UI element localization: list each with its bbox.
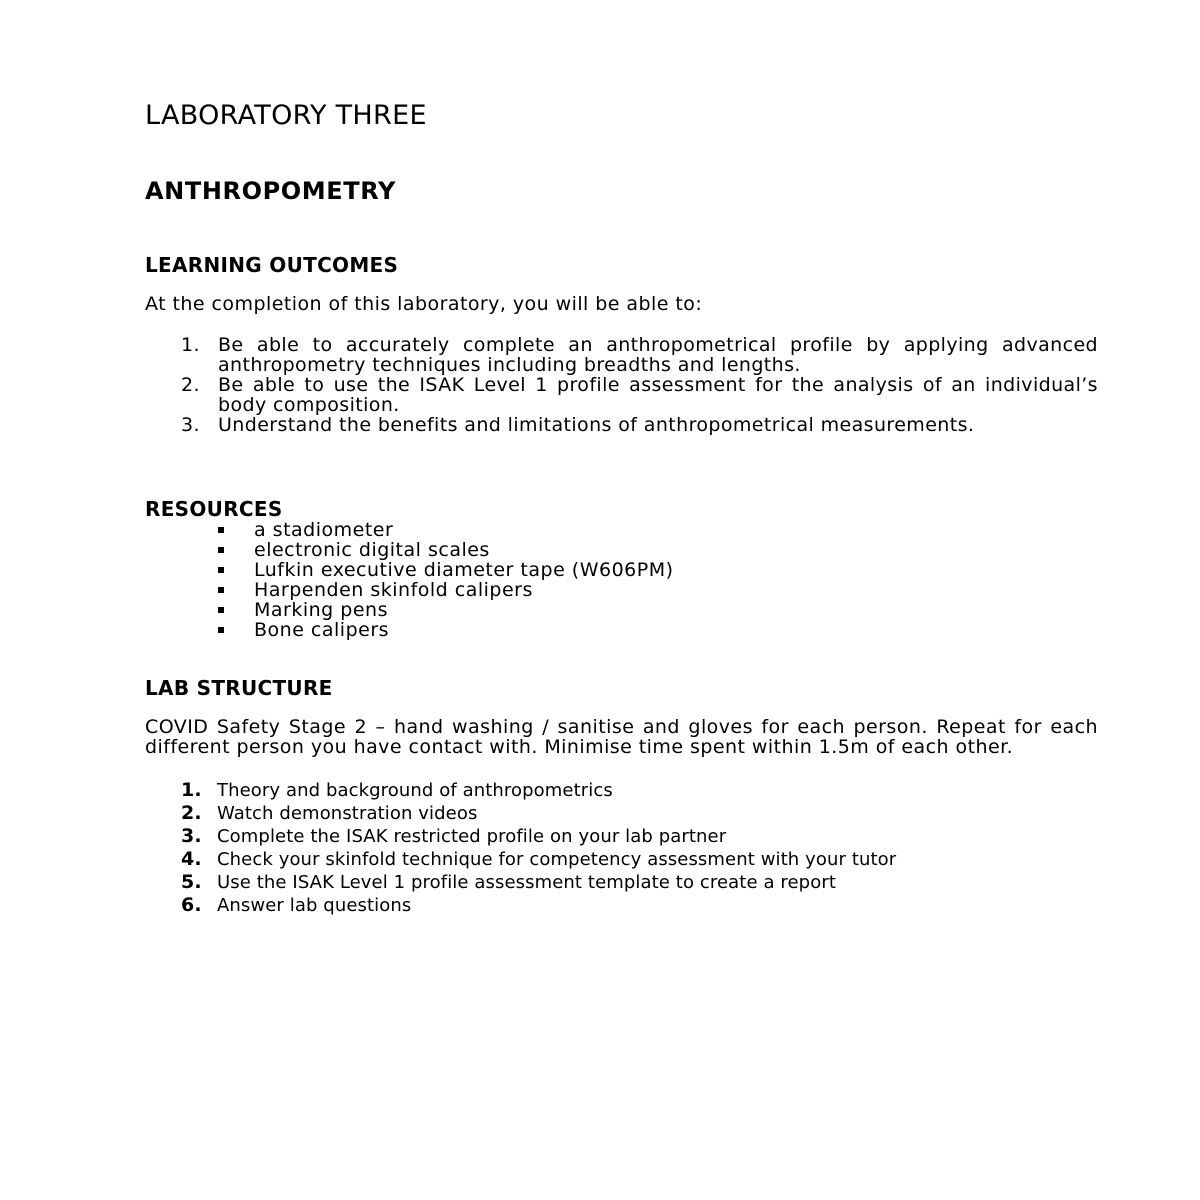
step-text: Check your skinfold technique for competency assessment with your tutor bbox=[217, 849, 897, 870]
outcome-number: 1. bbox=[181, 334, 200, 356]
outcome-text: Be able to accurately complete an anthropometrical profile by applying advanced anthropometry techniques including breadths and lengths. bbox=[218, 334, 1098, 376]
outcome-number: 3. bbox=[181, 414, 200, 436]
outcome-text: Understand the benefits and limitations of anthropometrical measurements. bbox=[218, 414, 975, 436]
resource-item bbox=[145, 600, 674, 620]
square-bullet-icon bbox=[218, 547, 224, 553]
learning-outcomes-intro: At the completion of this laboratory, you will be able to: bbox=[145, 293, 703, 315]
step-item bbox=[145, 802, 896, 825]
resources-list bbox=[145, 520, 674, 640]
step-item bbox=[145, 848, 896, 871]
resource-text: electronic digital scales bbox=[254, 539, 490, 561]
document-title: LABORATORY THREE bbox=[145, 100, 427, 131]
square-bullet-icon bbox=[218, 627, 224, 633]
step-number: 2. bbox=[181, 802, 202, 824]
step-number: 4. bbox=[181, 848, 202, 870]
lab-structure-heading: LAB STRUCTURE bbox=[145, 676, 333, 700]
step-number: 6. bbox=[181, 894, 202, 916]
step-item bbox=[145, 825, 896, 848]
lab-steps-list bbox=[145, 779, 896, 917]
resource-item bbox=[145, 560, 674, 580]
step-text: Complete the ISAK restricted profile on your lab partner bbox=[217, 826, 727, 847]
step-number: 3. bbox=[181, 825, 202, 847]
resource-item bbox=[145, 620, 674, 640]
square-bullet-icon bbox=[218, 567, 224, 573]
outcome-text: Be able to use the ISAK Level 1 profile assessment for the analysis of an individual’s body composition. bbox=[218, 374, 1098, 416]
outcome-number: 2. bbox=[181, 374, 200, 396]
step-item bbox=[145, 894, 896, 917]
resource-text: Lufkin executive diameter tape (W606PM) bbox=[254, 559, 674, 581]
step-text: Answer lab questions bbox=[217, 895, 412, 916]
square-bullet-icon bbox=[218, 527, 224, 533]
square-bullet-icon bbox=[218, 587, 224, 593]
resource-item bbox=[145, 580, 674, 600]
learning-outcomes-heading: LEARNING OUTCOMES bbox=[145, 253, 399, 277]
document-subtitle: ANTHROPOMETRY bbox=[145, 177, 396, 205]
outcome-item bbox=[145, 375, 1098, 415]
step-text: Watch demonstration videos bbox=[217, 803, 478, 824]
covid-safety-note: COVID Safety Stage 2 – hand washing / sanitise and gloves for each person. Repeat for each different person you have contact with. Minimise time spent within 1.5m of each other. bbox=[145, 716, 1098, 758]
square-bullet-icon bbox=[218, 607, 224, 613]
resource-text: Marking pens bbox=[254, 599, 388, 621]
step-number: 5. bbox=[181, 871, 202, 893]
resources-heading: RESOURCES bbox=[145, 497, 283, 521]
outcome-item bbox=[145, 335, 1098, 375]
resource-text: Harpenden skinfold calipers bbox=[254, 579, 533, 601]
resource-text: a stadiometer bbox=[254, 519, 394, 541]
step-text: Use the ISAK Level 1 profile assessment template to create a report bbox=[217, 872, 836, 893]
resource-item bbox=[145, 540, 674, 560]
learning-outcomes-list bbox=[145, 335, 1098, 435]
step-text: Theory and background of anthropometrics bbox=[217, 780, 613, 801]
outcome-item bbox=[145, 415, 1098, 435]
step-number: 1. bbox=[181, 779, 202, 801]
resource-text: Bone calipers bbox=[254, 619, 390, 641]
step-item bbox=[145, 779, 896, 802]
resource-item bbox=[145, 520, 674, 540]
step-item bbox=[145, 871, 896, 894]
